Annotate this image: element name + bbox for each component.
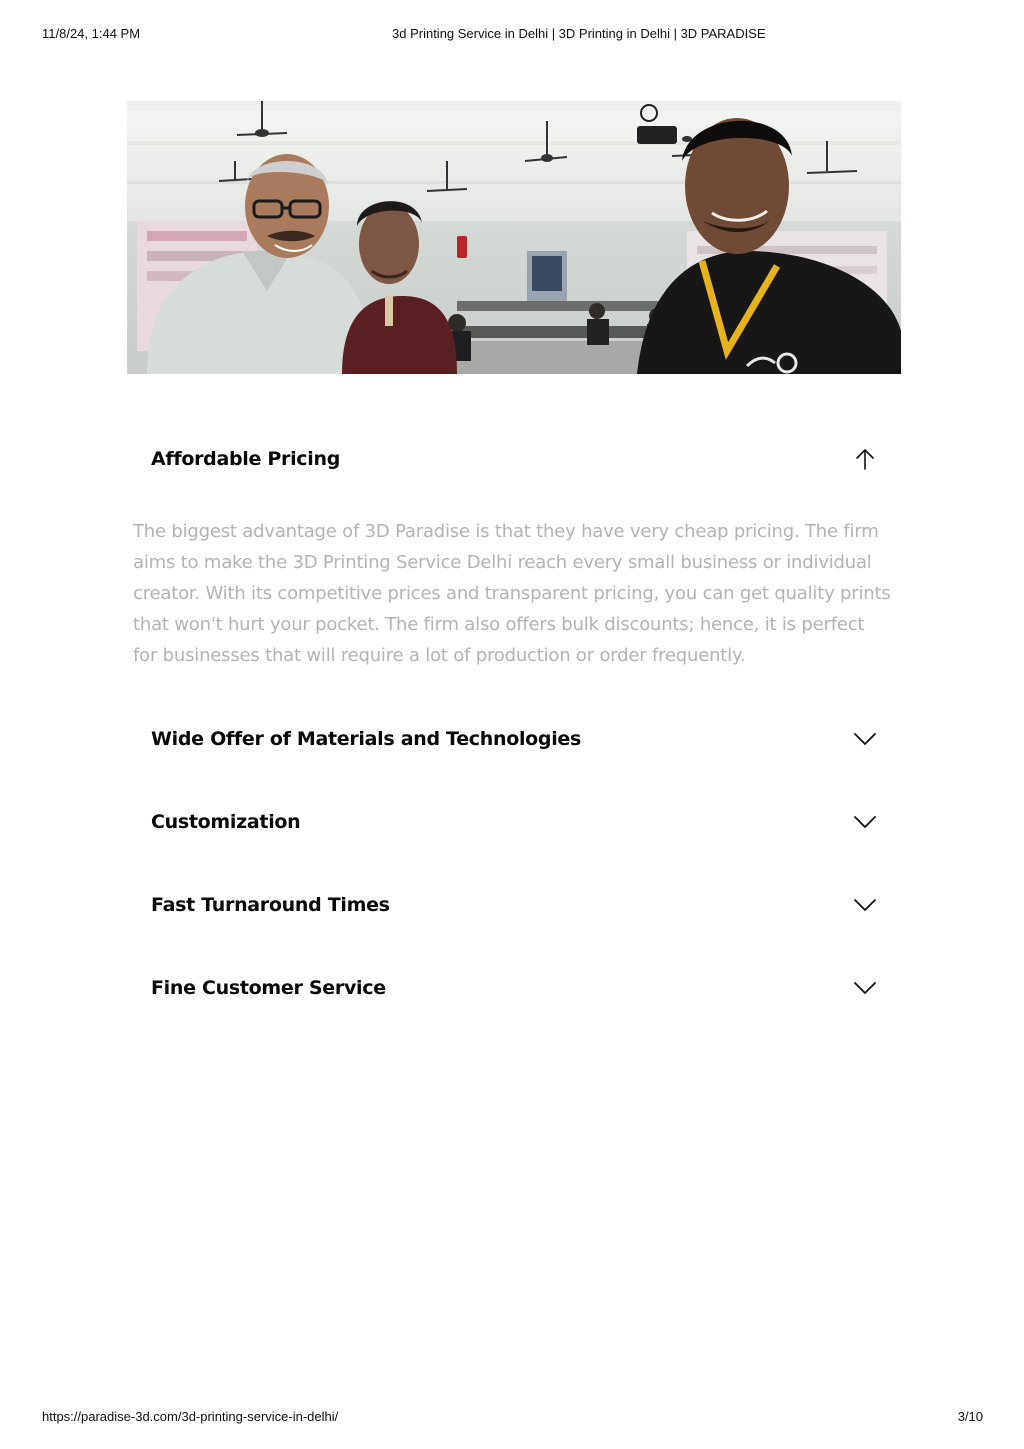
print-datetime: 11/8/24, 1:44 PM — [42, 26, 141, 41]
arrow-up-icon — [853, 447, 877, 471]
team-photo — [127, 101, 901, 374]
accordion-header-affordable-pricing[interactable] — [133, 420, 893, 498]
chevron-down-icon — [853, 810, 877, 834]
accordion-title: Wide Offer of Materials and Technologies — [151, 727, 582, 750]
chevron-down-icon — [853, 893, 877, 917]
print-page-title: 3d Printing Service in Delhi | 3D Printing in Delhi | 3D PARADISE — [392, 26, 766, 41]
print-page-number: 3/10 — [957, 1409, 983, 1424]
chevron-down-icon — [853, 976, 877, 1000]
accordion-header-turnaround[interactable] — [133, 863, 893, 946]
accordion-header-customer-service[interactable] — [133, 946, 893, 1029]
accordion-item-customer-service — [133, 946, 893, 1029]
features-accordion — [133, 420, 893, 1029]
accordion-item-customization — [133, 780, 893, 863]
accordion-header-customization[interactable] — [133, 780, 893, 863]
accordion-title: Affordable Pricing — [151, 448, 341, 470]
accordion-body-affordable-pricing: The biggest advantage of 3D Paradise is that they have very cheap pricing. The firm aims to make the 3D Printing Service Delhi reach every small business or individual creator. With its competitive prices and transparent pricing, you can get quality prints that won't hurt your pocket. The firm also offers bulk discounts; hence, it is perfect for businesses that will require a lot of production or order frequently. — [133, 521, 891, 666]
accordion-item-materials — [133, 697, 893, 780]
accordion-title: Fine Customer Service — [151, 976, 386, 999]
accordion-item-turnaround — [133, 863, 893, 946]
accordion-title: Customization — [151, 810, 301, 833]
chevron-down-icon — [853, 727, 877, 751]
accordion-title: Fast Turnaround Times — [151, 893, 390, 916]
accordion-header-materials[interactable] — [133, 697, 893, 780]
print-footer — [0, 1409, 1024, 1427]
print-header — [0, 26, 1024, 44]
accordion-item-affordable-pricing — [133, 420, 893, 697]
print-url: https://paradise-3d.com/3d-printing-service-in-delhi/ — [42, 1409, 339, 1424]
